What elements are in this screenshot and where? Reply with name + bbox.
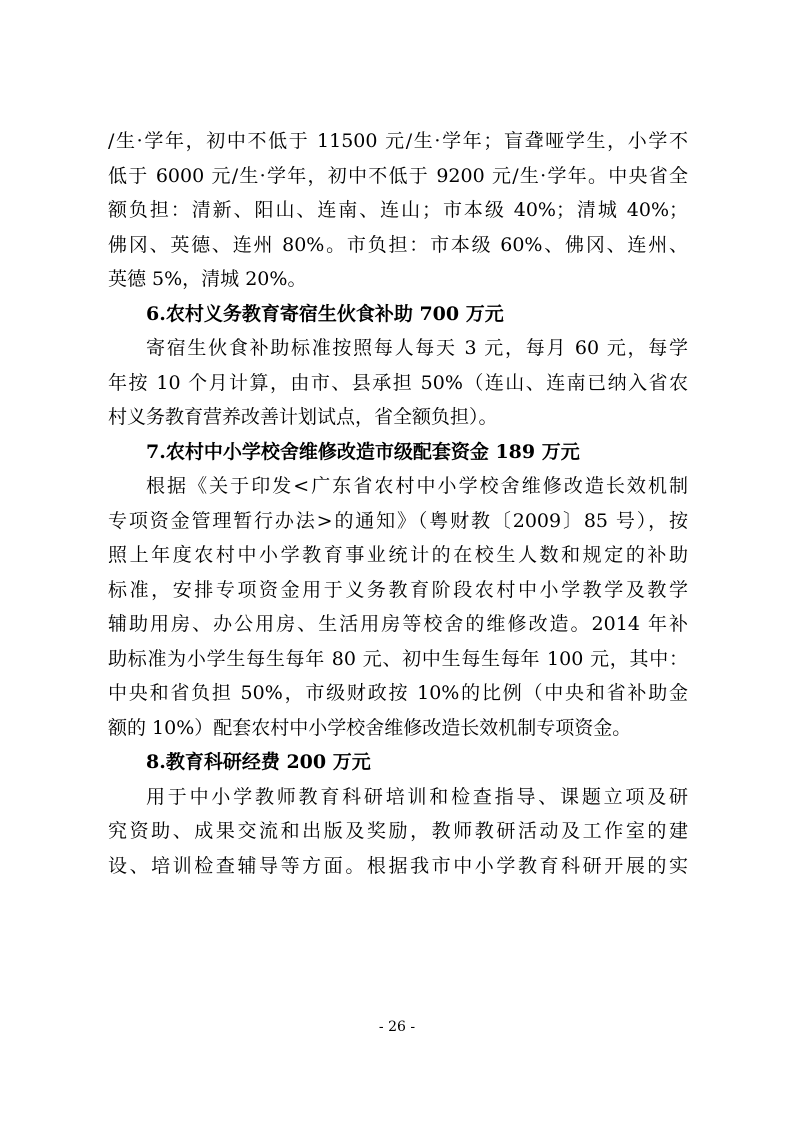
body-paragraph <box>108 124 688 297</box>
text-line: 村义务教育营养改善计划试点，省全额负担）。 <box>108 406 498 428</box>
document-body <box>108 124 688 883</box>
text-line: 寄宿生伙食补助标准按照每人每天 3 元，每月 60 元，每学 <box>146 337 688 359</box>
text-line: 额的 10%）配套农村中小学校舍维修改造长效机制专项资金。 <box>108 716 632 739</box>
section-heading <box>108 297 688 332</box>
heading-line: 8.教育科研经费 200 万元 <box>146 751 371 773</box>
section-heading <box>108 745 688 780</box>
text-line: 专项资金管理暂行办法>的通知》（粤财教〔2009〕85 号），按 <box>108 509 688 532</box>
text-line: 用于中小学教师教育科研培训和检查指导、课题立项及研 <box>146 785 688 808</box>
text-line: 佛冈、英德、连州 80%。市负担：市本级 60%、佛冈、连州、 <box>108 233 688 256</box>
text-line: 设、培训检查辅导等方面。根据我市中小学教育科研开展的实 <box>108 854 688 877</box>
body-paragraph <box>108 331 688 435</box>
text-line: 标准，安排专项资金用于义务教育阶段农村中小学教学及教学 <box>108 578 688 601</box>
text-line: 英德 5%，清城 20%。 <box>108 268 307 290</box>
body-paragraph <box>108 469 688 745</box>
heading-line: 7.农村中小学校舍维修改造市级配套资金 189 万元 <box>146 440 580 463</box>
text-line: 中央和省负担 50%，市级财政按 10%的比例（中央和省补助金 <box>108 682 688 704</box>
text-line: 辅助用房、办公用房、生活用房等校舍的维修改造。2014 年补 <box>108 613 688 635</box>
section-heading <box>108 435 688 470</box>
text-line: 根据《关于印发<广东省农村中小学校舍维修改造长效机制 <box>146 475 688 497</box>
text-line: /生·学年，初中不低于 11500 元/生·学年；盲聋哑学生，小学不 <box>108 130 688 152</box>
text-line: 照上年度农村中小学教育事业统计的在校生人数和规定的补助 <box>108 544 688 566</box>
text-line: 年按 10 个月计算，由市、县承担 50%（连山、连南已纳入省农 <box>108 371 688 394</box>
text-line: 低于 6000 元/生·学年，初中不低于 9200 元/生·学年。中央省全 <box>108 164 688 187</box>
page-number: - 26 - <box>378 1019 416 1035</box>
text-line: 究资助、成果交流和出版及奖励，教师教研活动及工作室的建 <box>108 820 688 842</box>
text-line: 额负担：清新、阳山、连南、连山；市本级 40%；清城 40%； <box>108 199 688 221</box>
heading-line: 6.农村义务教育寄宿生伙食补助 700 万元 <box>146 302 504 325</box>
body-paragraph <box>108 780 688 884</box>
text-line: 助标准为小学生每生每年 80 元、初中生每生每年 100 元，其中： <box>108 647 688 670</box>
